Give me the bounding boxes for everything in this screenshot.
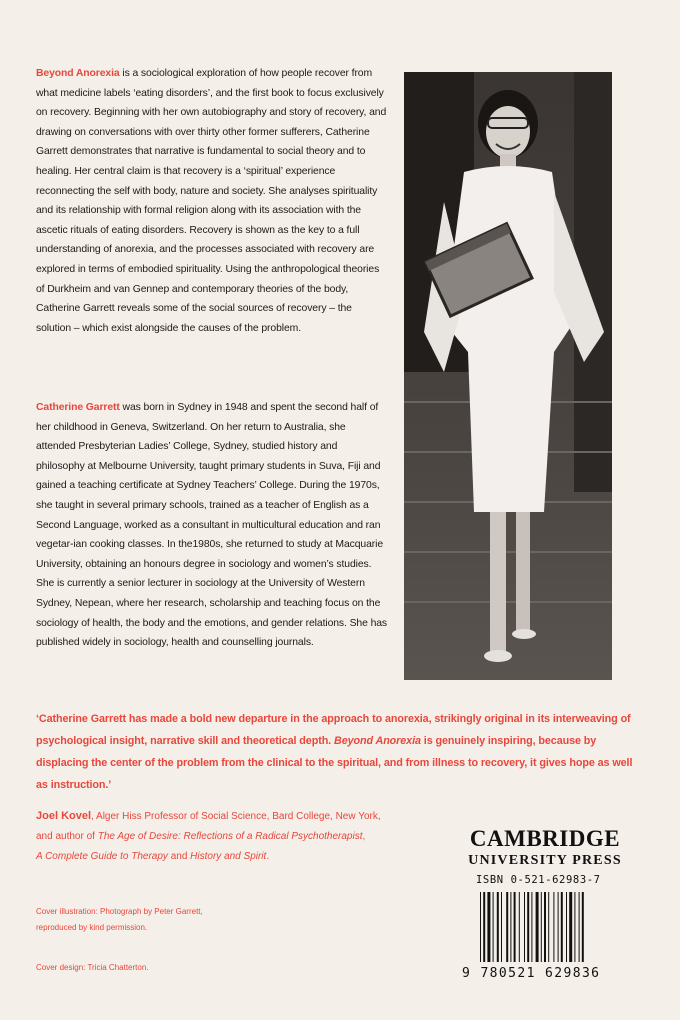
- barcode-bar: [519, 892, 520, 962]
- barcode-bar: [561, 892, 563, 962]
- endorser-and: and: [167, 851, 191, 862]
- book-description: [36, 64, 388, 338]
- barcode-bar: [483, 892, 485, 962]
- barcode-bar: [582, 892, 584, 962]
- endorser-period: .: [266, 851, 270, 862]
- endorsement-quote: [36, 708, 636, 796]
- barcode-bar: [497, 892, 499, 962]
- quote-part2: is genuinely inspiring, because by displacing the center of the problem from the clinical to the spiritual, and from illness to recovery, it gives hope as well as instruction.’: [36, 735, 633, 791]
- barcode-bar: [569, 892, 572, 962]
- publisher-name-line2: UNIVERSITY PRESS: [468, 853, 622, 868]
- illustration-credit-line1: Cover illustration: Photograph by Peter Garrett,: [36, 907, 203, 916]
- isbn: ISBN 0-521-62983-7: [476, 874, 601, 886]
- illustration-credit-line2: reproduced by kind permission.: [36, 923, 148, 932]
- barcode-bar: [527, 892, 529, 962]
- author-bio-body: was born in Sydney in 1948 and spent the second half of her childhood in Geneva, Switzerland. On her return to Australia, she attended Presbyterian Ladies’ College, Sydney, studied history and philosophy at Melbourne University, taught primary students in Suva, Fiji and gained a teaching certificate at Sydney Teachers’ College. During the 1970s, she taught in several primary schools, trained as a teacher of English as a Second Language, worked as a consultant in multicultural education and ran vegetar-ian cooking classes. In the1980s, she returned to study at Macquarie University, obtaining an honours degree in sociology and women’s studies. She is currently a senior lecturer in sociology at the University of Western Sydney, Nepean, where her research, scholarship and teaching focus on the sociology of health, the body and the emotions, and gender relations. She has published widely in sociology, health and counselling journals.: [36, 402, 388, 649]
- barcode-bar: [524, 892, 525, 962]
- quote-attribution: Joel Kovel, Alger Hiss Professor of Social Science, Bard College, New York, and author of The Age of Desire: Reflections of a Radical Psychotherapist, A Complete Guide to Therapy and History and Spirit.: [36, 810, 381, 862]
- barcode-bar: [501, 892, 502, 962]
- barcode-bar: [548, 892, 549, 962]
- publisher-name-line1: CAMBRIDGE: [469, 826, 621, 851]
- book-title-highlight: Beyond Anorexia: [36, 68, 120, 79]
- barcode-bar: [493, 892, 494, 962]
- barcode: [476, 892, 634, 972]
- barcode-bar: [558, 892, 559, 962]
- barcode-bar: [574, 892, 575, 962]
- description-body: is a sociological exploration of how people recover from what medicine labels ‘eating disorders’, and the first book to focus exclusively on recovery. Beginning with her own autobiography and story of recovery, and drawing on conversations with over thirty other former sufferers, Catherine Garrett demonstrates that narrative is fundamental to social theory and to healing. Her central claim is that recovery is a ‘spiritual’ experience reconnecting the self with body, nature and society. She analyses spirituality and its relationship with formal religion along with its association with the ascetic rituals of eating disorders. Recovery is shown as the key to a full understanding of anorexia, and the processes associated with recovery are explored in terms of embodied spirituality. Using the anthropological theories of Durkheim and van Gennep and contemporary theories of the body, Catherine Garrett reveals some of the social sources of recovery – the solution – which exist alongside the causes of the problem.: [36, 68, 387, 334]
- publisher-logo: [450, 826, 640, 870]
- endorser-book3: History and Spirit: [190, 851, 267, 862]
- endorser-book2: A Complete Guide to Therapy: [36, 851, 168, 862]
- quote-book-title: Beyond Anorexia: [334, 735, 421, 747]
- author-photo-illustration: [404, 72, 612, 680]
- barcode-bar: [536, 892, 539, 962]
- author-name-highlight: Catherine Garrett: [36, 402, 120, 413]
- barcode-number: 9 780521 629836: [462, 966, 601, 981]
- cover-illustration-credit: [36, 904, 203, 936]
- barcode-bar: [487, 892, 490, 962]
- barcode-bar: [480, 892, 481, 962]
- barcode-bar: [514, 892, 516, 962]
- endorser-book1: The Age of Desire: Reflections of a Radical Psychotherapist: [97, 831, 363, 842]
- barcode-bar: [579, 892, 580, 962]
- cover-design-credit: Cover design: Tricia Chatterton.: [36, 963, 149, 972]
- barcode-bar: [544, 892, 546, 962]
- barcode-bar: [506, 892, 508, 962]
- barcode-bar: [531, 892, 532, 962]
- quote-part1: ‘Catherine Garrett has made a bold new departure in the approach to anorexia, strikingly original in its interweaving of psychological insight, narrative skill and theoretical depth.: [36, 713, 631, 747]
- barcode-bar: [566, 892, 567, 962]
- endorser-name: Joel Kovel: [36, 810, 92, 822]
- author-bio: [36, 398, 388, 653]
- author-photo: [404, 72, 612, 680]
- barcode-bar: [510, 892, 511, 962]
- endorser-title: , Alger Hiss Professor of Social Science, Bard College, New York,: [91, 811, 381, 822]
- endorser-author-prefix: and author of: [36, 831, 98, 842]
- barcode-bar: [541, 892, 542, 962]
- barcode-bar: [553, 892, 554, 962]
